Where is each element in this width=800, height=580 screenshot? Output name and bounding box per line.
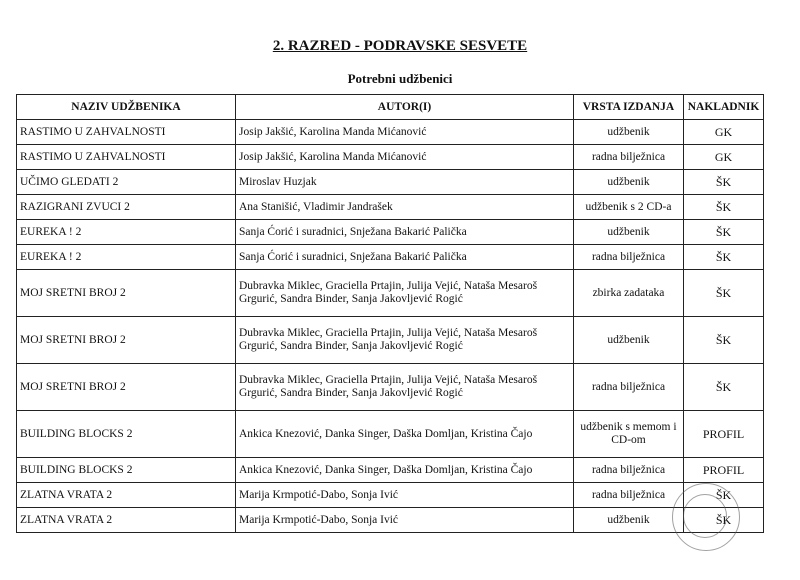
book-type-cell: radna bilježnica: [574, 145, 684, 170]
book-publisher-cell: GK: [684, 145, 764, 170]
book-title-cell: MOJ SRETNI BROJ 2: [17, 317, 236, 364]
page-title-text: 2. RAZRED - PODRAVSKE SESVETE: [272, 38, 528, 54]
table-row: [17, 317, 764, 364]
table-row: [17, 145, 764, 170]
book-publisher-cell: ŠK: [684, 245, 764, 270]
book-title-cell: ZLATNA VRATA 2: [17, 508, 236, 533]
book-title-cell: EUREKA ! 2: [17, 220, 236, 245]
book-type-cell: udžbenik s 2 CD-a: [574, 195, 684, 220]
book-type-cell: zbirka zadataka: [574, 270, 684, 317]
book-authors-cell: Ankica Knezović, Danka Singer, Daška Domljan, Kristina Čajo: [236, 458, 574, 483]
book-publisher-cell: PROFIL: [684, 411, 764, 458]
book-authors-cell: Dubravka Miklec, Graciella Prtajin, Julija Vejić, Nataša Mesaroš Grgurić, Sandra Binder, Sanja Jakovljević Rogić: [236, 317, 574, 364]
page-title: [0, 38, 800, 55]
table-row: [17, 483, 764, 508]
book-title-cell: EUREKA ! 2: [17, 245, 236, 270]
book-title-cell: MOJ SRETNI BROJ 2: [17, 270, 236, 317]
column-header-publisher: NAKLADNIK: [684, 95, 764, 120]
book-title-cell: BUILDING BLOCKS 2: [17, 458, 236, 483]
column-header-title: NAZIV UDŽBENIKA: [17, 95, 236, 120]
book-authors-cell: Miroslav Huzjak: [236, 170, 574, 195]
book-authors-cell: Josip Jakšić, Karolina Manda Mićanović: [236, 120, 574, 145]
table-row: [17, 120, 764, 145]
book-title-cell: ZLATNA VRATA 2: [17, 483, 236, 508]
book-authors-cell: Dubravka Miklec, Graciella Prtajin, Julija Vejić, Nataša Mesaroš Grgurić, Sandra Binder, Sanja Jakovljević Rogić: [236, 364, 574, 411]
table-row: [17, 270, 764, 317]
book-authors-cell: Sanja Ćorić i suradnici, Snježana Bakarić Palička: [236, 220, 574, 245]
book-publisher-cell: PROFIL: [684, 458, 764, 483]
book-type-cell: udžbenik: [574, 508, 684, 533]
book-publisher-cell: GK: [684, 120, 764, 145]
book-title-cell: RASTIMO U ZAHVALNOSTI: [17, 120, 236, 145]
textbook-table: [16, 94, 764, 533]
book-authors-cell: Josip Jakšić, Karolina Manda Mićanović: [236, 145, 574, 170]
book-authors-cell: Ana Stanišić, Vladimir Jandrašek: [236, 195, 574, 220]
table-row: [17, 508, 764, 533]
book-publisher-cell: ŠK: [684, 220, 764, 245]
book-title-cell: MOJ SRETNI BROJ 2: [17, 364, 236, 411]
book-publisher-cell: ŠK: [684, 483, 764, 508]
book-title-cell: RASTIMO U ZAHVALNOSTI: [17, 145, 236, 170]
book-publisher-cell: ŠK: [684, 195, 764, 220]
book-type-cell: udžbenik: [574, 120, 684, 145]
table-row: [17, 411, 764, 458]
book-publisher-cell: ŠK: [684, 270, 764, 317]
book-authors-cell: Sanja Ćorić i suradnici, Snježana Bakarić Palička: [236, 245, 574, 270]
book-type-cell: radna bilježnica: [574, 364, 684, 411]
book-title-cell: RAZIGRANI ZVUCI 2: [17, 195, 236, 220]
table-row: [17, 458, 764, 483]
book-type-cell: udžbenik: [574, 317, 684, 364]
book-type-cell: udžbenik: [574, 170, 684, 195]
book-type-cell: radna bilježnica: [574, 458, 684, 483]
book-authors-cell: Ankica Knezović, Danka Singer, Daška Domljan, Kristina Čajo: [236, 411, 574, 458]
book-publisher-cell: ŠK: [684, 364, 764, 411]
table-header-row: [17, 95, 764, 120]
table-row: [17, 170, 764, 195]
official-stamp-inner-ring: [683, 494, 727, 538]
book-type-cell: udžbenik: [574, 220, 684, 245]
table-row: [17, 364, 764, 411]
column-header-type: VRSTA IZDANJA: [574, 95, 684, 120]
book-publisher-cell: ŠK: [684, 170, 764, 195]
book-authors-cell: Dubravka Miklec, Graciella Prtajin, Julija Vejić, Nataša Mesaroš Grgurić, Sandra Binder, Sanja Jakovljević Rogić: [236, 270, 574, 317]
book-authors-cell: Marija Krmpotić-Dabo, Sonja Ivić: [236, 483, 574, 508]
book-type-cell: radna bilježnica: [574, 245, 684, 270]
book-publisher-cell: ŠK: [684, 508, 764, 533]
book-title-cell: UČIMO GLEDATI 2: [17, 170, 236, 195]
book-type-cell: radna bilježnica: [574, 483, 684, 508]
column-header-authors: AUTOR(I): [236, 95, 574, 120]
official-stamp: [672, 483, 740, 551]
book-authors-cell: Marija Krmpotić-Dabo, Sonja Ivić: [236, 508, 574, 533]
book-publisher-cell: ŠK: [684, 317, 764, 364]
table-row: [17, 195, 764, 220]
table-row: [17, 220, 764, 245]
book-type-cell: udžbenik s memom i CD-om: [574, 411, 684, 458]
page-subtitle: Potrebni udžbenici: [347, 71, 453, 86]
book-title-cell: BUILDING BLOCKS 2: [17, 411, 236, 458]
table-row: [17, 245, 764, 270]
